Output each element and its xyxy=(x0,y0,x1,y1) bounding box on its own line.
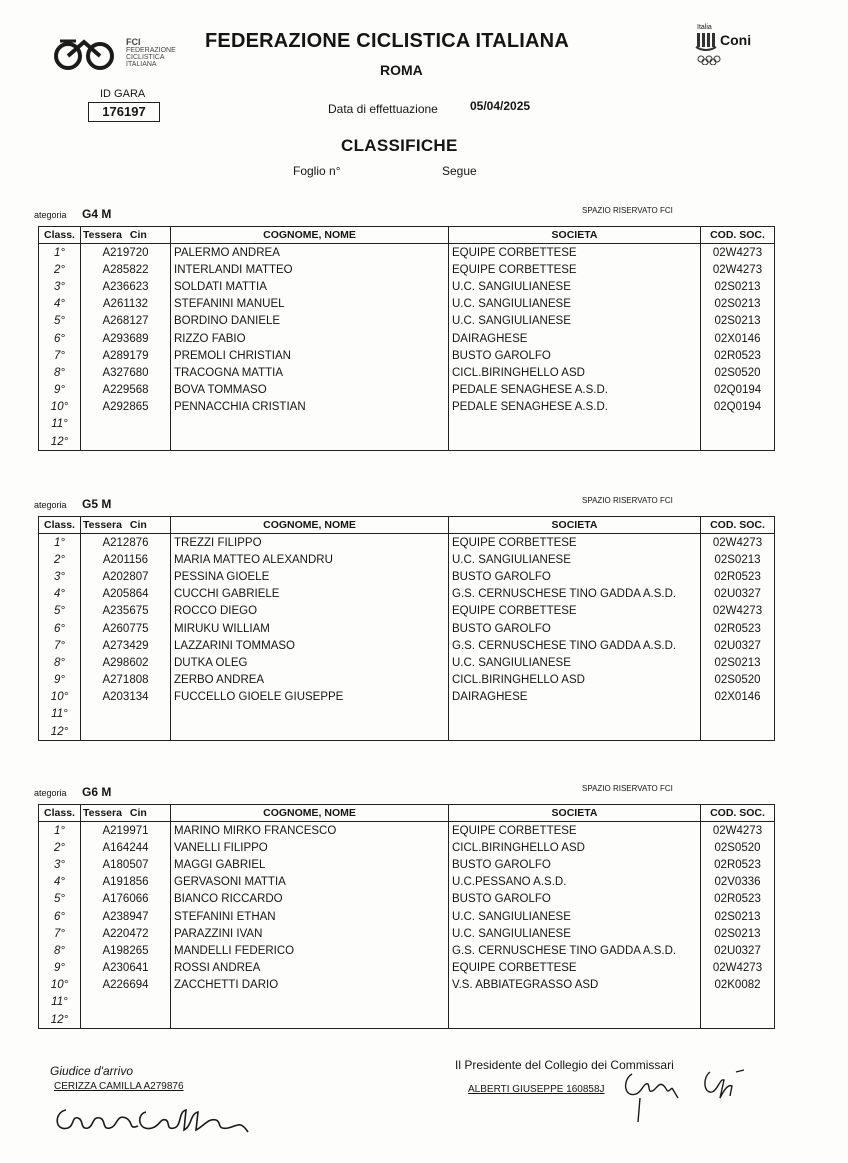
cod-soc-cell: 02X0146 xyxy=(701,330,775,347)
tessera-cell: A219720 xyxy=(81,244,171,262)
tessera-cell xyxy=(81,723,171,741)
table-row xyxy=(39,637,775,654)
table-row xyxy=(39,244,775,262)
table-row xyxy=(39,689,775,706)
cod-soc-cell: 02U0327 xyxy=(701,942,775,959)
societa-cell: EQUIPE CORBETTESE xyxy=(449,534,701,552)
header-class: Class. xyxy=(39,805,81,822)
header-name: COGNOME, NOME xyxy=(171,517,449,534)
table-header-row xyxy=(39,517,775,534)
societa-cell xyxy=(449,416,701,433)
table-row xyxy=(39,382,775,399)
table-row xyxy=(39,960,775,977)
societa-cell: EQUIPE CORBETTESE xyxy=(449,261,701,278)
table-row xyxy=(39,723,775,741)
societa-cell: G.S. CERNUSCHESE TINO GADDA A.S.D. xyxy=(449,586,701,603)
name-cell xyxy=(171,1011,449,1029)
position-cell: 2° xyxy=(39,839,81,856)
table-row xyxy=(39,330,775,347)
presidente-label: Il Presidente del Collegio dei Commissari xyxy=(455,1058,674,1072)
societa-cell: G.S. CERNUSCHESE TINO GADDA A.S.D. xyxy=(449,942,701,959)
societa-cell: CICL.BIRINGHELLO ASD xyxy=(449,672,701,689)
table-row xyxy=(39,586,775,603)
societa-cell: DAIRAGHESE xyxy=(449,330,701,347)
header-tessera-label: Tessera xyxy=(83,519,122,531)
position-cell: 1° xyxy=(39,534,81,552)
cod-soc-cell: 02S0213 xyxy=(701,908,775,925)
name-cell: MARINO MIRKO FRANCESCO xyxy=(171,822,449,840)
table-row xyxy=(39,603,775,620)
cod-soc-cell: 02S0213 xyxy=(701,551,775,568)
header-cod-soc: COD. SOC. xyxy=(701,227,775,244)
tessera-cell: A176066 xyxy=(81,891,171,908)
position-cell: 11° xyxy=(39,994,81,1011)
category-label: ategoria xyxy=(34,788,67,798)
table-row xyxy=(39,839,775,856)
tessera-cell: A260775 xyxy=(81,620,171,637)
header-class: Class. xyxy=(39,517,81,534)
name-cell: DUTKA OLEG xyxy=(171,654,449,671)
tessera-cell: A202807 xyxy=(81,568,171,585)
name-cell: ROSSI ANDREA xyxy=(171,960,449,977)
category-label: ategoria xyxy=(34,210,67,220)
table-row xyxy=(39,261,775,278)
name-cell: INTERLANDI MATTEO xyxy=(171,261,449,278)
table-row xyxy=(39,856,775,873)
name-cell: PENNACCHIA CRISTIAN xyxy=(171,399,449,416)
societa-cell: CICL.BIRINGHELLO ASD xyxy=(449,839,701,856)
name-cell: LAZZARINI TOMMASO xyxy=(171,637,449,654)
name-cell: BIANCO RICCARDO xyxy=(171,891,449,908)
name-cell xyxy=(171,723,449,741)
tessera-cell xyxy=(81,706,171,723)
name-cell: MANDELLI FEDERICO xyxy=(171,942,449,959)
table-row xyxy=(39,313,775,330)
name-cell xyxy=(171,994,449,1011)
header-cod-soc: COD. SOC. xyxy=(701,805,775,822)
presidente-signature xyxy=(620,1064,760,1124)
tessera-cell: A164244 xyxy=(81,839,171,856)
societa-cell: EQUIPE CORBETTESE xyxy=(449,244,701,262)
name-cell: PARAZZINI IVAN xyxy=(171,925,449,942)
societa-cell: CICL.BIRINGHELLO ASD xyxy=(449,364,701,381)
giudice-signature xyxy=(52,1098,262,1138)
societa-cell xyxy=(449,706,701,723)
societa-cell: U.C. SANGIULIANESE xyxy=(449,654,701,671)
cod-soc-cell: 02S0520 xyxy=(701,364,775,381)
reserved-space-label: SPAZIO RISERVATO FCI xyxy=(582,496,673,505)
position-cell: 11° xyxy=(39,416,81,433)
societa-cell: BUSTO GAROLFO xyxy=(449,856,701,873)
name-cell: MARIA MATTEO ALEXANDRU xyxy=(171,551,449,568)
cod-soc-cell: 02S0213 xyxy=(701,925,775,942)
header-tessera-label: Tessera xyxy=(83,229,122,241)
name-cell xyxy=(171,433,449,451)
societa-cell: PEDALE SENAGHESE A.S.D. xyxy=(449,399,701,416)
name-cell: PESSINA GIOELE xyxy=(171,568,449,585)
position-cell: 2° xyxy=(39,261,81,278)
tessera-cell: A236623 xyxy=(81,278,171,295)
cod-soc-cell: 02W4273 xyxy=(701,603,775,620)
name-cell: RIZZO FABIO xyxy=(171,330,449,347)
societa-cell: BUSTO GAROLFO xyxy=(449,891,701,908)
tessera-cell: A268127 xyxy=(81,313,171,330)
header-name: COGNOME, NOME xyxy=(171,227,449,244)
cod-soc-cell: 02W4273 xyxy=(701,534,775,552)
position-cell: 8° xyxy=(39,942,81,959)
societa-cell: EQUIPE CORBETTESE xyxy=(449,960,701,977)
table-row xyxy=(39,416,775,433)
name-cell: ZACCHETTI DARIO xyxy=(171,977,449,994)
societa-cell: U.C. SANGIULIANESE xyxy=(449,296,701,313)
cod-soc-cell xyxy=(701,723,775,741)
coni-flame-icon xyxy=(695,31,717,53)
tessera-cell: A229568 xyxy=(81,382,171,399)
header-cin-label: Cin xyxy=(129,807,147,819)
position-cell: 9° xyxy=(39,672,81,689)
cod-soc-cell: 02X0146 xyxy=(701,689,775,706)
position-cell: 9° xyxy=(39,382,81,399)
city: ROMA xyxy=(380,62,423,78)
name-cell xyxy=(171,416,449,433)
position-cell: 7° xyxy=(39,925,81,942)
position-cell: 4° xyxy=(39,296,81,313)
table-row xyxy=(39,874,775,891)
cod-soc-cell: 02S0213 xyxy=(701,313,775,330)
fci-logo xyxy=(50,36,122,77)
name-cell: GERVASONI MATTIA xyxy=(171,874,449,891)
name-cell: PALERMO ANDREA xyxy=(171,244,449,262)
cod-soc-cell: 02U0327 xyxy=(701,637,775,654)
id-gara-label: ID GARA xyxy=(100,88,146,100)
tessera-cell: A261132 xyxy=(81,296,171,313)
name-cell: MAGGI GABRIEL xyxy=(171,856,449,873)
reserved-space-label: SPAZIO RISERVATO FCI xyxy=(582,784,673,793)
table-row xyxy=(39,534,775,552)
tessera-cell: A203134 xyxy=(81,689,171,706)
header-tessera-label: Tessera xyxy=(83,807,122,819)
societa-cell: BUSTO GAROLFO xyxy=(449,568,701,585)
tessera-cell: A273429 xyxy=(81,637,171,654)
societa-cell: U.C. SANGIULIANESE xyxy=(449,908,701,925)
cod-soc-cell: 02S0213 xyxy=(701,278,775,295)
table-row xyxy=(39,977,775,994)
table-row xyxy=(39,672,775,689)
position-cell: 10° xyxy=(39,977,81,994)
name-cell: TREZZI FILIPPO xyxy=(171,534,449,552)
name-cell: MIRUKU WILLIAM xyxy=(171,620,449,637)
societa-cell xyxy=(449,723,701,741)
position-cell: 5° xyxy=(39,603,81,620)
header-societa: SOCIETA xyxy=(449,805,701,822)
name-cell xyxy=(171,706,449,723)
tessera-cell: A292865 xyxy=(81,399,171,416)
table-row xyxy=(39,399,775,416)
table-row xyxy=(39,706,775,723)
foglio-label: Foglio n° xyxy=(293,164,341,178)
header-societa: SOCIETA xyxy=(449,227,701,244)
cod-soc-cell: 02Q0194 xyxy=(701,399,775,416)
societa-cell xyxy=(449,433,701,451)
name-cell: STEFANINI MANUEL xyxy=(171,296,449,313)
name-cell: TRACOGNA MATTIA xyxy=(171,364,449,381)
cod-soc-cell: 02S0213 xyxy=(701,296,775,313)
position-cell: 10° xyxy=(39,399,81,416)
cod-soc-cell: 02Q0194 xyxy=(701,382,775,399)
position-cell: 7° xyxy=(39,637,81,654)
tessera-cell: A289179 xyxy=(81,347,171,364)
cod-soc-cell xyxy=(701,994,775,1011)
table-header-row xyxy=(39,805,775,822)
position-cell: 6° xyxy=(39,330,81,347)
position-cell: 11° xyxy=(39,706,81,723)
tessera-cell: A293689 xyxy=(81,330,171,347)
tessera-cell xyxy=(81,433,171,451)
name-cell: ROCCO DIEGO xyxy=(171,603,449,620)
fci-logo-text: FCI FEDERAZIONE CICLISTICA ITALIANA xyxy=(126,37,176,68)
position-cell: 5° xyxy=(39,891,81,908)
header-class: Class. xyxy=(39,227,81,244)
cod-soc-cell: 02R0523 xyxy=(701,856,775,873)
tessera-cell: A285822 xyxy=(81,261,171,278)
tessera-cell: A230641 xyxy=(81,960,171,977)
federation-title: FEDERAZIONE CICLISTICA ITALIANA xyxy=(205,30,569,52)
table-row xyxy=(39,942,775,959)
header-tessera xyxy=(81,517,171,534)
table-row xyxy=(39,278,775,295)
table-row xyxy=(39,891,775,908)
position-cell: 2° xyxy=(39,551,81,568)
presidente-name: ALBERTI GIUSEPPE 160858J xyxy=(468,1084,605,1095)
header-cin-label: Cin xyxy=(129,229,147,241)
cod-soc-cell: 02V0336 xyxy=(701,874,775,891)
cod-soc-cell: 02R0523 xyxy=(701,568,775,585)
cod-soc-cell: 02R0523 xyxy=(701,347,775,364)
societa-cell: U.C.PESSANO A.S.D. xyxy=(449,874,701,891)
tessera-cell: A180507 xyxy=(81,856,171,873)
cod-soc-cell: 02W4273 xyxy=(701,261,775,278)
cod-soc-cell xyxy=(701,433,775,451)
position-cell: 5° xyxy=(39,313,81,330)
category-value: G5 M xyxy=(82,497,112,511)
societa-cell: EQUIPE CORBETTESE xyxy=(449,603,701,620)
reserved-space-label: SPAZIO RISERVATO FCI xyxy=(582,206,673,215)
table-row xyxy=(39,620,775,637)
coni-logo xyxy=(695,24,765,67)
position-cell: 4° xyxy=(39,874,81,891)
table-row xyxy=(39,908,775,925)
table-row xyxy=(39,551,775,568)
tessera-cell: A271808 xyxy=(81,672,171,689)
segue-label: Segue xyxy=(442,164,477,178)
societa-cell: EQUIPE CORBETTESE xyxy=(449,822,701,840)
coni-word: Coni xyxy=(720,32,752,48)
position-cell: 12° xyxy=(39,1011,81,1029)
cod-soc-cell: 02S0213 xyxy=(701,654,775,671)
name-cell: SOLDATI MATTIA xyxy=(171,278,449,295)
table-row xyxy=(39,925,775,942)
cod-soc-cell: 02S0520 xyxy=(701,839,775,856)
tessera-cell: A327680 xyxy=(81,364,171,381)
name-cell: BOVA TOMMASO xyxy=(171,382,449,399)
ranking-table xyxy=(38,516,775,741)
cod-soc-cell: 02W4273 xyxy=(701,822,775,840)
olympic-rings-icon xyxy=(697,55,721,65)
position-cell: 12° xyxy=(39,723,81,741)
header-tessera xyxy=(81,227,171,244)
page-heading: CLASSIFICHE xyxy=(341,136,458,155)
societa-cell: BUSTO GAROLFO xyxy=(449,347,701,364)
category-value: G4 M xyxy=(82,207,112,221)
position-cell: 3° xyxy=(39,278,81,295)
societa-cell: U.C. SANGIULIANESE xyxy=(449,313,701,330)
societa-cell: U.C. SANGIULIANESE xyxy=(449,551,701,568)
societa-cell: PEDALE SENAGHESE A.S.D. xyxy=(449,382,701,399)
table-row xyxy=(39,1011,775,1029)
position-cell: 8° xyxy=(39,364,81,381)
name-cell: BORDINO DANIELE xyxy=(171,313,449,330)
cod-soc-cell: 02R0523 xyxy=(701,891,775,908)
name-cell: STEFANINI ETHAN xyxy=(171,908,449,925)
societa-cell: V.S. ABBIATEGRASSO ASD xyxy=(449,977,701,994)
table-row xyxy=(39,994,775,1011)
position-cell: 9° xyxy=(39,960,81,977)
societa-cell: U.C. SANGIULIANESE xyxy=(449,278,701,295)
position-cell: 10° xyxy=(39,689,81,706)
tessera-cell: A191856 xyxy=(81,874,171,891)
cod-soc-cell xyxy=(701,416,775,433)
position-cell: 3° xyxy=(39,856,81,873)
name-cell: CUCCHI GABRIELE xyxy=(171,586,449,603)
societa-cell: DAIRAGHESE xyxy=(449,689,701,706)
tessera-cell: A220472 xyxy=(81,925,171,942)
coni-italia-text: Italia xyxy=(697,24,712,31)
position-cell: 4° xyxy=(39,586,81,603)
tessera-cell: A238947 xyxy=(81,908,171,925)
position-cell: 6° xyxy=(39,908,81,925)
cod-soc-cell: 02R0523 xyxy=(701,620,775,637)
ranking-table xyxy=(38,226,775,451)
name-cell: PREMOLI CHRISTIAN xyxy=(171,347,449,364)
societa-cell xyxy=(449,994,701,1011)
table-row xyxy=(39,433,775,451)
societa-cell xyxy=(449,1011,701,1029)
category-value: G6 M xyxy=(82,785,112,799)
table-row xyxy=(39,347,775,364)
giudice-name: CERIZZA CAMILLA A279876 xyxy=(54,1081,184,1092)
position-cell: 3° xyxy=(39,568,81,585)
tessera-cell xyxy=(81,416,171,433)
cod-soc-cell: 02W4273 xyxy=(701,244,775,262)
position-cell: 8° xyxy=(39,654,81,671)
cod-soc-cell xyxy=(701,706,775,723)
tessera-cell: A205864 xyxy=(81,586,171,603)
date-value: 05/04/2025 xyxy=(470,99,531,113)
fci-bicycle-icon xyxy=(50,36,122,72)
tessera-cell: A212876 xyxy=(81,534,171,552)
header-name: COGNOME, NOME xyxy=(171,805,449,822)
cod-soc-cell xyxy=(701,1011,775,1029)
header-cin-label: Cin xyxy=(129,519,147,531)
table-header-row xyxy=(39,227,775,244)
table-row xyxy=(39,568,775,585)
name-cell: FUCCELLO GIOELE GIUSEPPE xyxy=(171,689,449,706)
societa-cell: BUSTO GAROLFO xyxy=(449,620,701,637)
header-cod-soc: COD. SOC. xyxy=(701,517,775,534)
table-row xyxy=(39,296,775,313)
cod-soc-cell: 02W4273 xyxy=(701,960,775,977)
tessera-cell: A298602 xyxy=(81,654,171,671)
position-cell: 6° xyxy=(39,620,81,637)
societa-cell: G.S. CERNUSCHESE TINO GADDA A.S.D. xyxy=(449,637,701,654)
category-label: ategoria xyxy=(34,500,67,510)
tessera-cell: A235675 xyxy=(81,603,171,620)
name-cell: ZERBO ANDREA xyxy=(171,672,449,689)
tessera-cell: A219971 xyxy=(81,822,171,840)
tessera-cell: A201156 xyxy=(81,551,171,568)
table-row xyxy=(39,364,775,381)
ranking-table xyxy=(38,804,775,1029)
cod-soc-cell: 02U0327 xyxy=(701,586,775,603)
position-cell: 1° xyxy=(39,822,81,840)
position-cell: 7° xyxy=(39,347,81,364)
table-row xyxy=(39,822,775,840)
date-label: Data di effettuazione xyxy=(328,102,438,116)
tessera-cell xyxy=(81,1011,171,1029)
cod-soc-cell: 02K0082 xyxy=(701,977,775,994)
table-row xyxy=(39,654,775,671)
tessera-cell xyxy=(81,994,171,1011)
societa-cell: U.C. SANGIULIANESE xyxy=(449,925,701,942)
name-cell: VANELLI FILIPPO xyxy=(171,839,449,856)
position-cell: 1° xyxy=(39,244,81,262)
cod-soc-cell: 02S0520 xyxy=(701,672,775,689)
tessera-cell: A198265 xyxy=(81,942,171,959)
tessera-cell: A226694 xyxy=(81,977,171,994)
giudice-label: Giudice d'arrivo xyxy=(50,1064,133,1078)
header-societa: SOCIETA xyxy=(449,517,701,534)
id-gara-value: 176197 xyxy=(88,102,160,122)
header-tessera xyxy=(81,805,171,822)
position-cell: 12° xyxy=(39,433,81,451)
